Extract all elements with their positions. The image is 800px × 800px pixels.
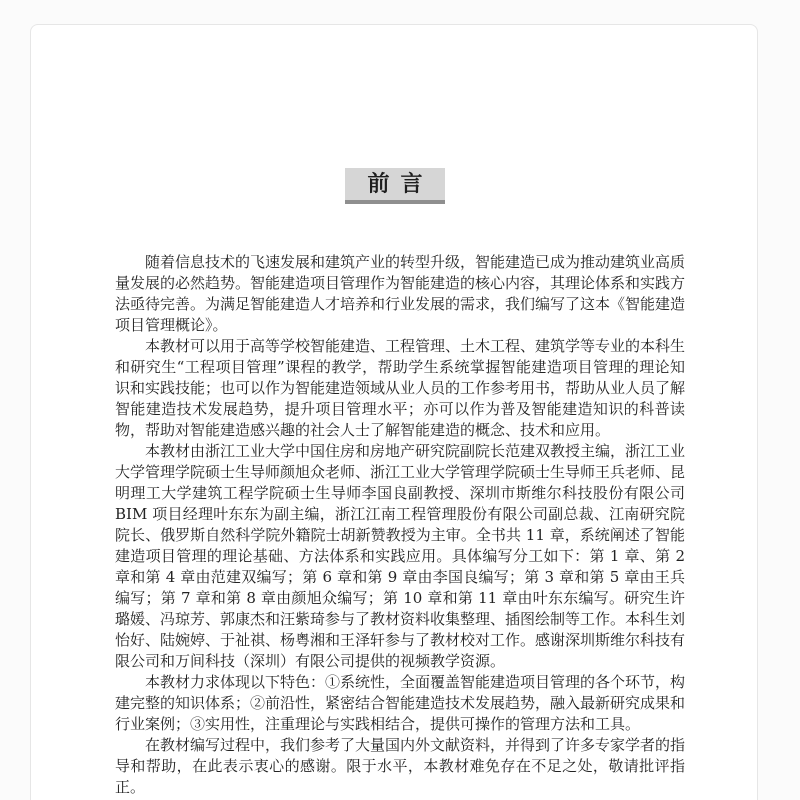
title-box [345,168,445,204]
preface-paragraph-3: 本教材由浙江工业大学中国住房和房地产研究院副院长范建双教授主编，浙江工业大学管理学院硕士生导师颜旭众老师、浙江工业大学管理学院硕士生导师王兵老师、昆明理工大学建筑工程学院硕士生导师李国良副教授、深圳市斯维尔科技股份有限公司 BIM 项目经理叶东东为副主编，浙江江南工程管理股份有限公司副总裁、江南研究院院长、俄罗斯自然科学院外籍院士胡新赞教授为主审。全书共 11 章，系统阐述了智能建造项目管理的理论基础、方法体系和实践应用。具体编写分工如下：第 1 章、第 2 章和第 4 章由范建双编写；第 6 章和第 9 章由李国良编写；第 3 章和第 5 章由王兵编写；第 7 章和第 8 章由颜旭众编写；第 10 章和第 11 章由叶东东编写。研究生许璐媛、冯琼芳、郭康杰和汪紫琦参与了教材资料收集整理、插图绘制等工作。本科生刘怡好、陆婉婷、于祉祺、杨粤湘和王泽轩参与了教材校对工作。感谢深圳斯维尔科技有限公司和万间科技（深圳）有限公司提供的视频教学资源。 [115,442,686,670]
preface-paragraph-2: 本教材可以用于高等学校智能建造、工程管理、土木工程、建筑学等专业的本科生和研究生“工程项目管理”课程的教学，帮助学生系统掌握智能建造项目管理的理论知识和实践技能；也可以作为智能建造领域从业人员的工作参考用书，帮助从业人员了解智能建造技术发展趋势，提升项目管理水平；亦可以作为普及智能建造知识的科普读物，帮助对智能建造感兴趣的社会人士了解智能建造的概念、技术和应用。 [115,337,686,439]
preface-paragraph-1: 随着信息技术的飞速发展和建筑产业的转型升级，智能建造已成为推动建筑业高质量发展的必然趋势。智能建造项目管理作为智能建造的核心内容，其理论体系和实践方法亟待完善。为满足智能建造人才培养和行业发展的需求，我们编写了这本《智能建造项目管理概论》。 [115,253,686,334]
preface-paragraph-5: 在教材编写过程中，我们参考了大量国内外文献资料，并得到了许多专家学者的指导和帮助，在此表示衷心的感谢。限于水平，本教材难免存在不足之处，敬请批评指正。 [115,736,686,796]
page-title: 前言 [367,171,434,197]
preface-body [115,252,685,798]
preface-paragraph-4: 本教材力求体现以下特色：①系统性，全面覆盖智能建造项目管理的各个环节，构建完整的知识体系；②前沿性，紧密结合智能建造技术发展趋势，融入最新研究成果和行业案例；③实用性，注重理论与实践相结合，提供可操作的管理方法和工具。 [115,673,686,733]
